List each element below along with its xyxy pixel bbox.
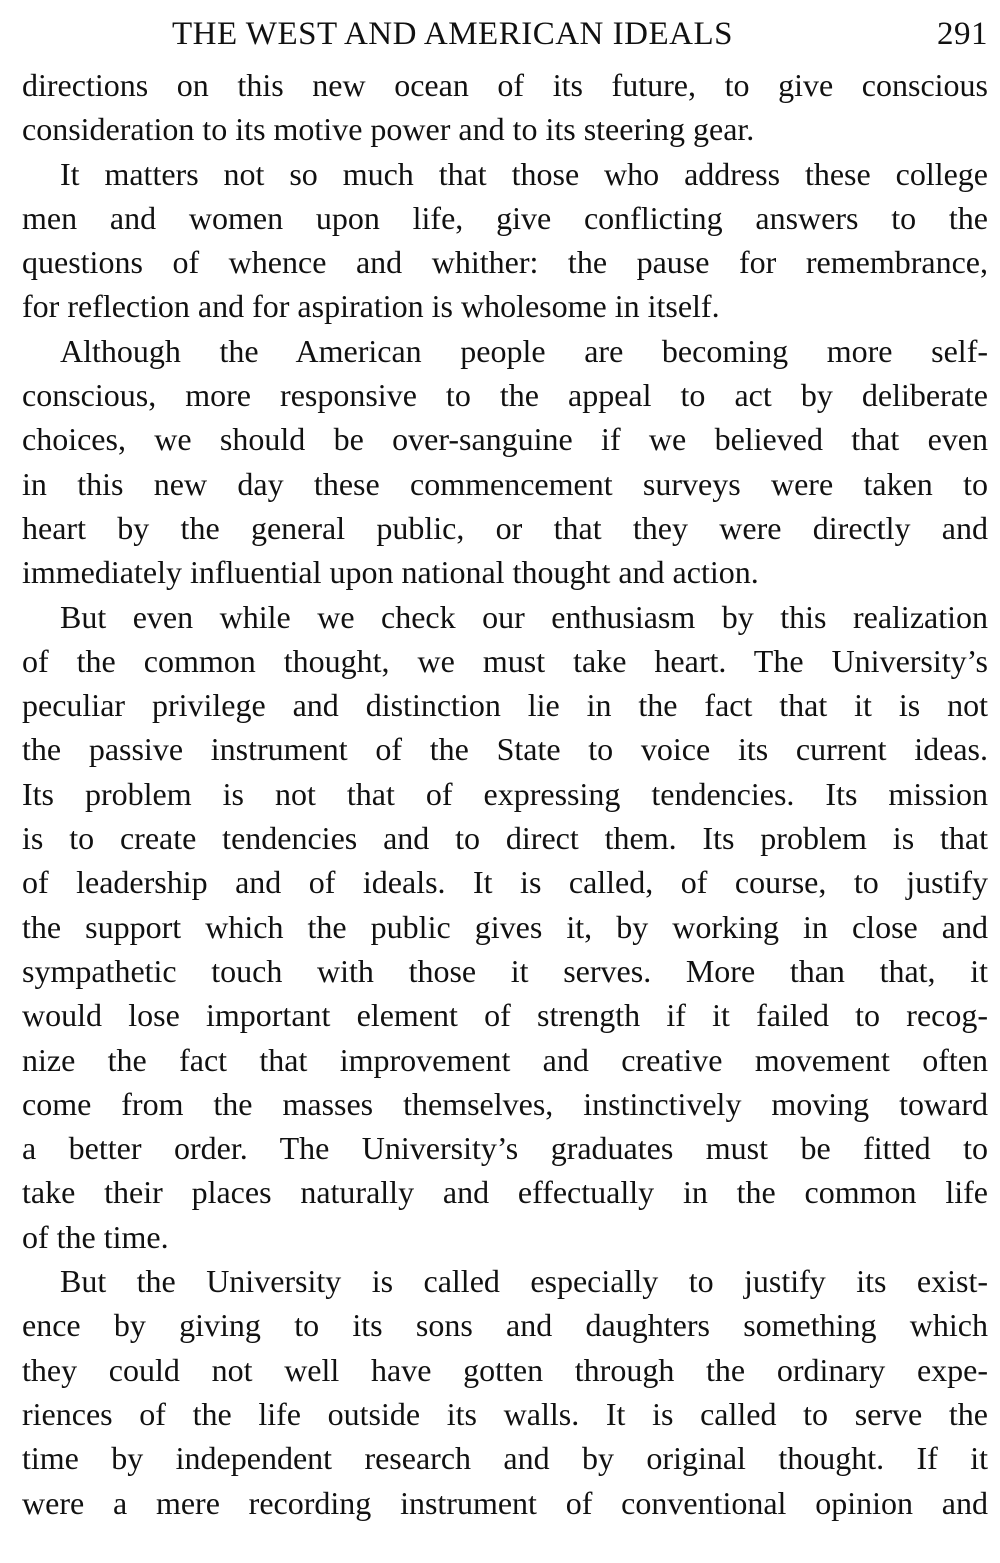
text-line: in this new day these commencement surveys were taken to bbox=[22, 465, 988, 502]
text-line: Although the American people are becoming more self- bbox=[60, 332, 988, 369]
running-title: THE WEST AND AMERICAN IDEALS bbox=[172, 16, 733, 52]
text-line: time by independent research and by original thought. If it bbox=[22, 1440, 988, 1477]
text-line: sympathetic touch with those it serves. More than that, it bbox=[22, 952, 988, 989]
text-line: But the University is called especially to justify its exist- bbox=[60, 1263, 988, 1300]
body-text bbox=[22, 63, 988, 1525]
text-line: would lose important element of strength if it failed to recog- bbox=[22, 997, 988, 1034]
page-number: 291 bbox=[937, 16, 988, 52]
text-line: conscious, more responsive to the appeal to act by deliberate bbox=[22, 377, 988, 414]
text-line: a better order. The University’s graduates must be fitted to bbox=[22, 1130, 988, 1167]
text-line: riences of the life outside its walls. It is called to serve the bbox=[22, 1395, 988, 1432]
text-line: of the time. bbox=[22, 1218, 169, 1255]
text-line: of leadership and of ideals. It is called, of course, to justify bbox=[22, 864, 988, 901]
running-head bbox=[22, 14, 988, 58]
text-line: Its problem is not that of expressing tendencies. Its mission bbox=[22, 775, 988, 812]
text-line: were a mere recording instrument of conventional opinion and bbox=[22, 1484, 988, 1521]
text-line: the passive instrument of the State to voice its current ideas. bbox=[22, 731, 988, 768]
text-line: directions on this new ocean of its future, to give conscious bbox=[22, 67, 988, 103]
text-line: men and women upon life, give conflicting answers to the bbox=[22, 199, 988, 236]
text-line: ence by giving to its sons and daughters something which bbox=[22, 1307, 988, 1344]
text-line: It matters not so much that those who address these college bbox=[60, 155, 988, 192]
text-line: come from the masses themselves, instinctively moving toward bbox=[22, 1085, 988, 1122]
text-line: heart by the general public, or that they were directly and bbox=[22, 509, 988, 546]
text-line: of the common thought, we must take heart. The University’s bbox=[22, 642, 988, 679]
text-line: immediately influential upon national thought and action. bbox=[22, 554, 759, 591]
text-line: they could not well have gotten through the ordinary expe- bbox=[22, 1351, 988, 1388]
text-line: questions of whence and whither: the pause for remembrance, bbox=[22, 244, 988, 281]
text-line: nize the fact that improvement and creative movement often bbox=[22, 1041, 988, 1078]
book-page bbox=[22, 14, 988, 1525]
text-line: consideration to its motive power and to its steering gear. bbox=[22, 111, 755, 148]
text-line: the support which the public gives it, by working in close and bbox=[22, 908, 988, 945]
text-line: take their places naturally and effectually in the common life bbox=[22, 1174, 988, 1211]
text-line: is to create tendencies and to direct them. Its problem is that bbox=[22, 820, 988, 857]
text-line: But even while we check our enthusiasm by this realization bbox=[60, 598, 988, 635]
text-line: choices, we should be over-sanguine if we believed that even bbox=[22, 421, 988, 458]
text-line: for reflection and for aspiration is wholesome in itself. bbox=[22, 288, 720, 325]
text-line: peculiar privilege and distinction lie in the fact that it is not bbox=[22, 687, 988, 724]
